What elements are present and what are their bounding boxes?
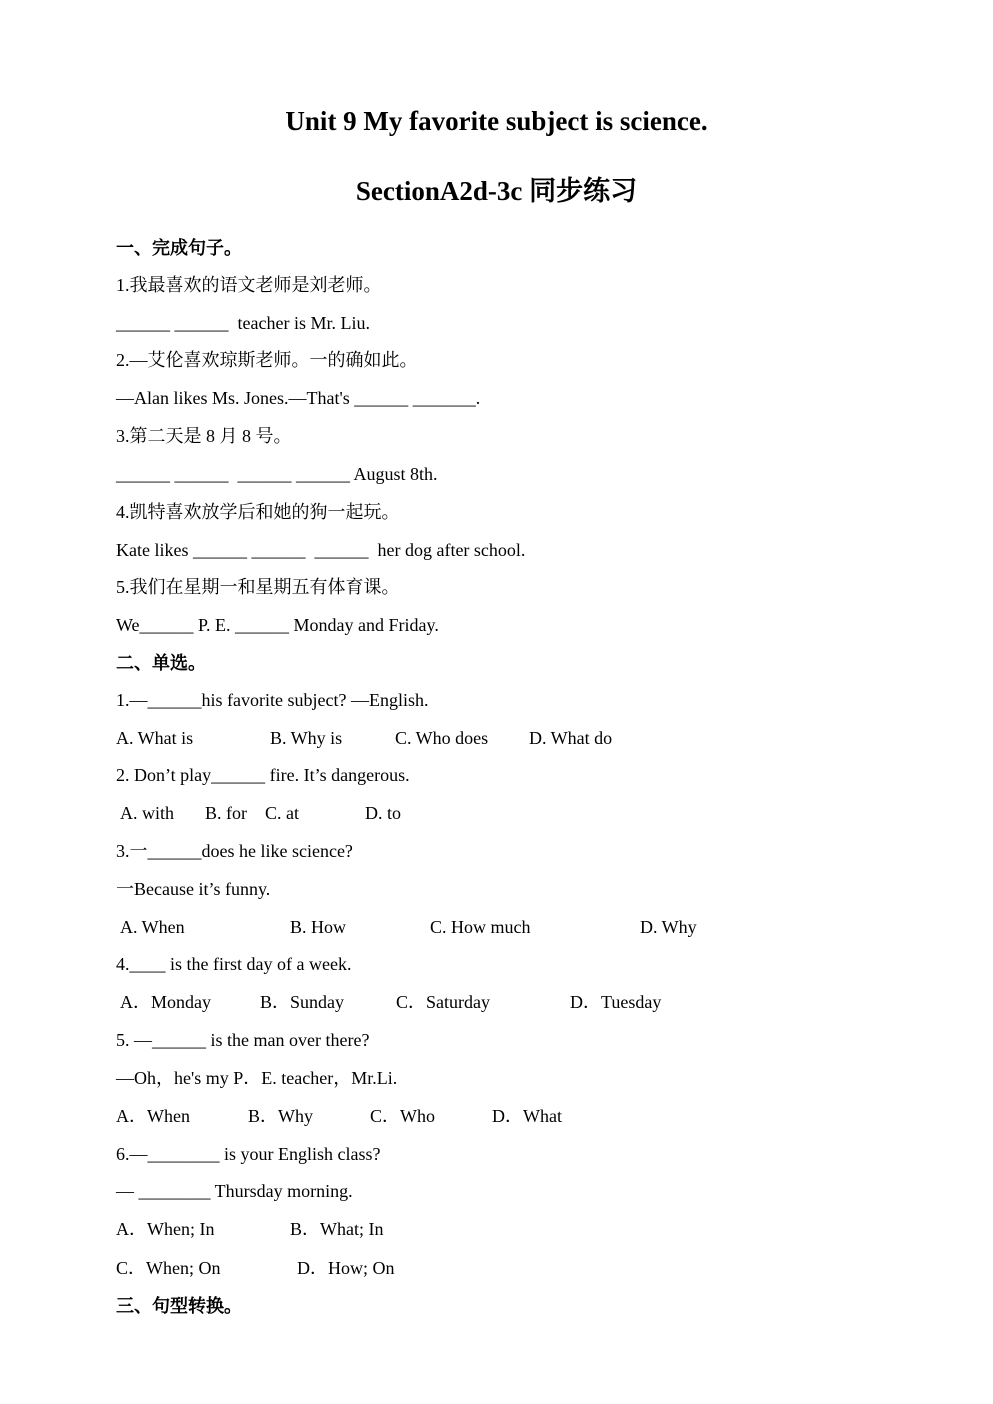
s2-q3-reply: 一Because it’s funny. <box>116 879 271 899</box>
s2-q6-option-d: D．How; On <box>297 1258 395 1278</box>
s1-q1-english: ______ ______ teacher is Mr. Liu. <box>116 313 370 333</box>
s2-q3-question: 3.一______does he like science? <box>116 841 353 861</box>
s2-q3-option-a: A. When <box>120 917 185 937</box>
s2-q4-option-b: B．Sunday <box>260 992 345 1012</box>
s2-q6-option-c: C．When; On <box>116 1258 221 1278</box>
s2-q6-reply: — ________ Thursday morning. <box>116 1181 353 1201</box>
worksheet-subtitle: SectionA2d-3c 同步练习 <box>355 176 638 206</box>
s2-q5-option-a: A．When <box>116 1106 190 1126</box>
s2-q5-option-c: C．Who <box>370 1106 435 1126</box>
s2-q1-option-b: B. Why is <box>270 728 343 748</box>
s2-q2-option-b: B. for <box>205 803 247 823</box>
s2-q1-option-a: A. What is <box>116 728 194 748</box>
s1-q4-english: Kate likes ______ ______ ______ her dog after school. <box>116 540 526 560</box>
s1-q2-chinese: 2.—艾伦喜欢琼斯老师。一的确如此。 <box>116 350 418 370</box>
s1-q2-english: —Alan likes Ms. Jones.—That's ______ _______. <box>116 388 481 408</box>
s2-q3-option-c: C. How much <box>430 917 531 937</box>
s2-q4-question: 4.____ is the first day of a week. <box>116 954 352 974</box>
s2-q6-question: 6.—________ is your English class? <box>116 1144 381 1164</box>
s2-q6-option-b: B．What; In <box>290 1219 384 1239</box>
s2-q5-question: 5. —______ is the man over there? <box>116 1030 370 1050</box>
s2-q2-option-d: D. to <box>365 803 401 823</box>
s2-q6-option-a: A．When; In <box>116 1219 215 1239</box>
s1-q5-chinese: 5.我们在星期一和星期五有体育课。 <box>116 577 400 597</box>
s1-q4-chinese: 4.凯特喜欢放学后和她的狗一起玩。 <box>116 502 400 522</box>
s2-q5-reply: —Oh，he's my P．E. teacher，Mr.Li. <box>116 1068 398 1088</box>
s2-q1-question: 1.—______his favorite subject? —English. <box>116 690 429 710</box>
s2-q3-option-d: D. Why <box>640 917 697 937</box>
section3-heading: 三、句型转换。 <box>116 1296 242 1316</box>
s2-q5-option-d: D．What <box>492 1106 562 1126</box>
s1-q3-english: ______ ______ ______ ______ August 8th. <box>116 464 438 484</box>
s1-q1-chinese: 1.我最喜欢的语文老师是刘老师。 <box>116 275 382 295</box>
s1-q5-english: We______ P. E. ______ Monday and Friday. <box>116 615 439 635</box>
s2-q4-option-c: C．Saturday <box>396 992 490 1012</box>
section2-heading: 二、单选。 <box>116 653 206 673</box>
s2-q1-option-c: C. Who does <box>395 728 489 748</box>
section1-heading: 一、完成句子。 <box>116 238 242 258</box>
s2-q5-option-b: B．Why <box>248 1106 313 1126</box>
s2-q3-option-b: B. How <box>290 917 347 937</box>
worksheet-title: Unit 9 My favorite subject is science. <box>285 106 708 136</box>
s2-q2-option-a: A. with <box>120 803 174 823</box>
s2-q2-question: 2. Don’t play______ fire. It’s dangerous. <box>116 765 410 785</box>
s2-q2-option-c: C. at <box>265 803 299 823</box>
s2-q4-option-d: D．Tuesday <box>570 992 662 1012</box>
s1-q3-chinese: 3.第二天是 8 月 8 号。 <box>116 426 292 446</box>
s2-q1-option-d: D. What do <box>529 728 613 748</box>
s2-q4-option-a: A．Monday <box>120 992 211 1012</box>
